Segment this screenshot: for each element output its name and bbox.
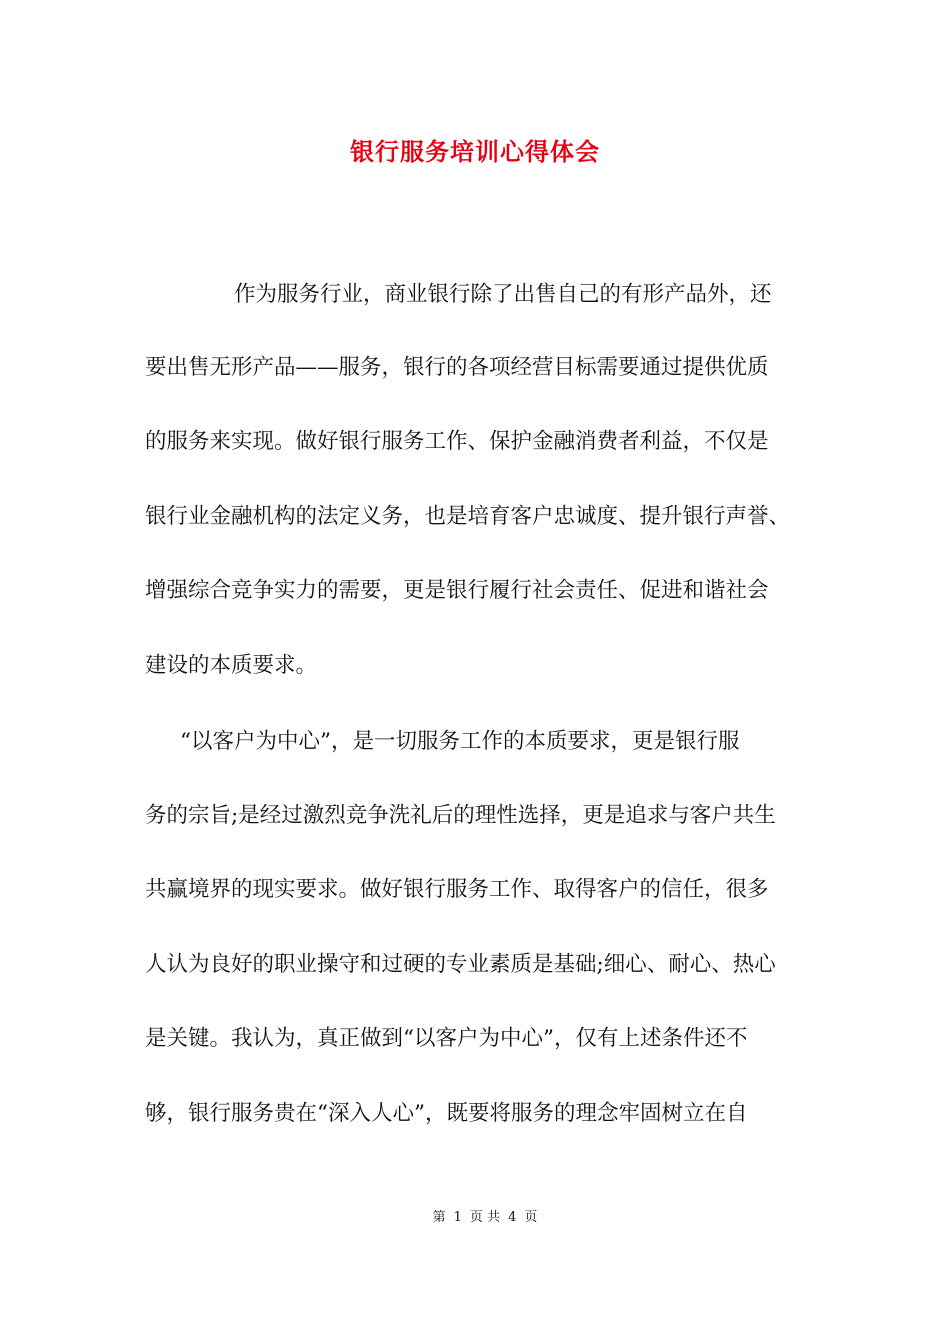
page-label-suffix: 页 — [524, 1210, 538, 1225]
paragraph-line: 建设的本质要求。 — [145, 653, 318, 678]
document-title: 银行服务培训心得体会 — [350, 137, 600, 166]
paragraph-line: 务的宗旨;是经过激烈竞争洗礼后的理性选择，更是追求与客户共生 — [145, 803, 776, 828]
paragraph-line: 要出售无形产品——服务，银行的各项经营目标需要通过提供优质 — [145, 355, 769, 380]
page-footer — [0, 1208, 950, 1228]
paragraph-line: 作为服务行业，商业银行除了出售自己的有形产品外，还 — [234, 282, 772, 307]
paragraph-line: 人认为良好的职业操守和过硬的专业素质是基础;细心、耐心、热心 — [145, 952, 776, 977]
paragraph-line: 是关键。我认为，真正做到“以客户为中心”，仅有上述条件还不 — [145, 1026, 748, 1051]
page-label-mid: 页 共 — [469, 1210, 501, 1225]
paragraph-line: 增强综合竞争实力的需要，更是银行履行社会责任、促进和谐社会 — [145, 578, 769, 603]
total-pages-number: 4 — [508, 1210, 517, 1225]
page-label-prefix: 第 — [432, 1210, 446, 1225]
paragraph-line: 银行业金融机构的法定义务，也是培育客户忠诚度、提升银行声誉、 — [145, 504, 791, 529]
paragraph-line: 够，银行服务贵在“深入人心”，既要将服务的理念牢固树立在自 — [145, 1101, 748, 1126]
paragraph-line: 共赢境界的现实要求。做好银行服务工作、取得客户的信任，很多 — [145, 877, 769, 902]
paragraph-line: 的服务来实现。做好银行服务工作、保护金融消费者利益，不仅是 — [145, 429, 769, 454]
paragraph-line: “以客户为中心”，是一切服务工作的本质要求，更是银行服 — [180, 729, 740, 754]
current-page-number: 1 — [453, 1210, 462, 1225]
